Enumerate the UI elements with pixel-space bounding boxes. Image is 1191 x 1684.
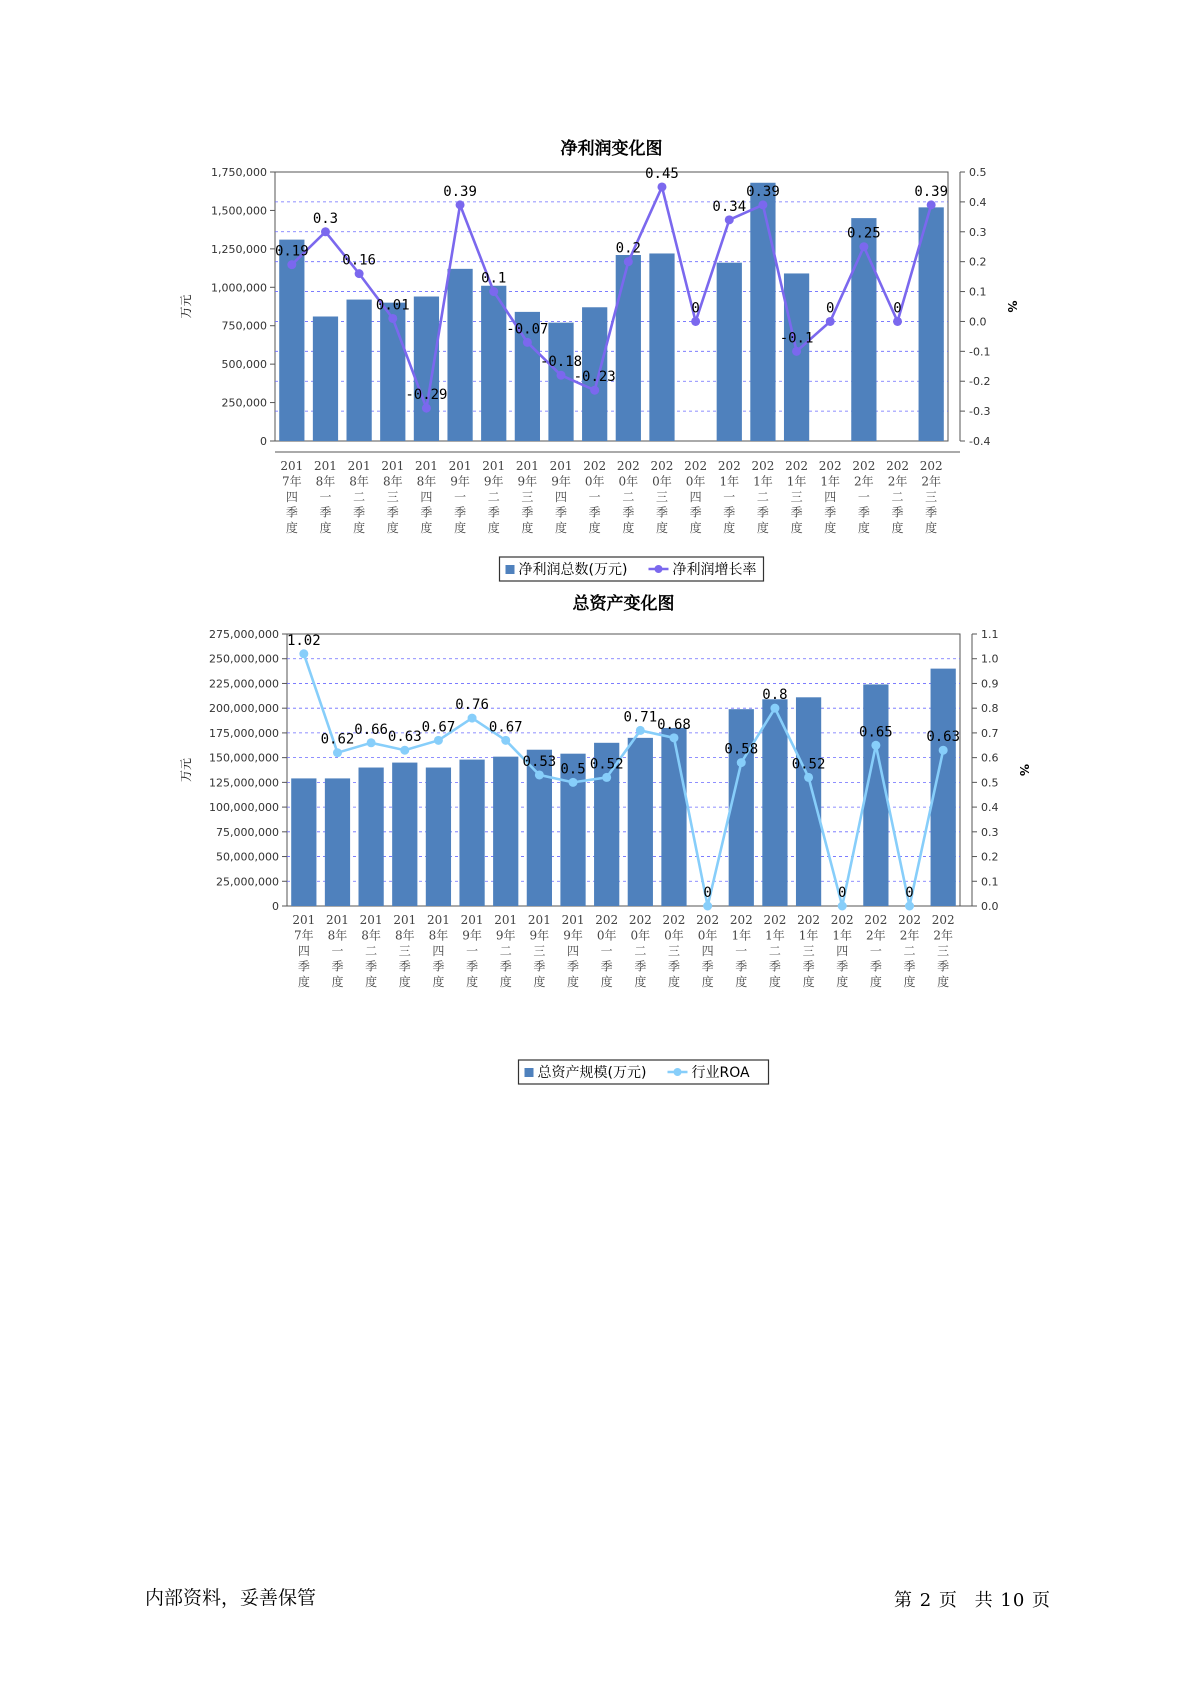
x-tick-label: 201 7年四季度 (280, 459, 304, 535)
x-tick-label: 202 1年二季度 (763, 913, 787, 989)
x-tick-label: 202 0年四季度 (684, 459, 708, 535)
legend (500, 557, 764, 581)
bar (750, 183, 775, 441)
data-label: 1.02 (286, 632, 321, 649)
y-tick-label: 250,000 (221, 396, 267, 410)
data-label: 0 (893, 300, 902, 317)
x-tick-label: 201 8年二季度 (359, 913, 383, 989)
line-point (669, 733, 678, 742)
bar (392, 763, 417, 906)
line-point (691, 317, 700, 326)
y-tick-label: 25,000,000 (216, 875, 279, 889)
bar (313, 316, 338, 441)
x-tick-label: 201 8年一季度 (326, 913, 349, 989)
y-tick-label: 275,000,000 (209, 628, 279, 641)
data-label: 0.1 (481, 270, 507, 287)
data-label: 0.45 (645, 165, 679, 182)
x-tick-label: 202 0年三季度 (662, 913, 686, 989)
data-label: 0.3 (312, 210, 339, 227)
y2-tick-label: 0.8 (981, 702, 999, 716)
x-tick-label: 202 0年一季度 (583, 459, 607, 535)
legend-label-line: 行业ROA (691, 1065, 750, 1081)
y2-tick-label: 0.3 (969, 225, 987, 239)
data-label: 0.16 (342, 252, 376, 269)
data-label: 0.68 (657, 716, 691, 733)
bar (347, 300, 372, 441)
line-point (400, 746, 409, 755)
legend-swatch-bar (506, 565, 515, 574)
confidential-note: 内部资料，妥善保管 (145, 1587, 317, 1609)
y2-tick-label: 0.2 (981, 850, 999, 864)
data-label: 0 (838, 885, 847, 901)
bar (616, 255, 641, 441)
line-point (456, 200, 465, 209)
x-tick-label: 201 7年四季度 (292, 913, 316, 989)
data-label: 0.76 (455, 697, 489, 714)
line-point (657, 182, 666, 191)
bar (414, 297, 439, 441)
x-tick-label: 202 0年四季度 (696, 913, 720, 989)
y-tick-label: 0 (260, 435, 267, 448)
line-point (703, 902, 712, 911)
bar (493, 757, 518, 906)
line-point (927, 200, 936, 209)
x-tick-label: 202 1年一季度 (717, 459, 741, 535)
line-point (468, 714, 477, 723)
y2-tick-label: 0.4 (981, 801, 999, 815)
bar (426, 768, 451, 906)
data-label: 0.34 (712, 198, 747, 215)
data-label: 0.19 (274, 243, 309, 260)
y-tick-label: 100,000,000 (209, 801, 279, 815)
line-point (489, 287, 498, 296)
x-tick-label: 201 9年三季度 (515, 459, 539, 535)
bar (291, 778, 316, 906)
bar (548, 323, 573, 441)
y-tick-label: 500,000 (221, 358, 267, 372)
data-label: 0.62 (320, 731, 355, 748)
x-tick-label: 202 1年三季度 (797, 913, 821, 989)
data-label: 0.39 (443, 183, 477, 200)
page-number: 第 2 页 (894, 1590, 958, 1611)
x-tick-label: 202 2年二季度 (898, 913, 921, 989)
line-point (636, 726, 645, 735)
line-point (367, 738, 376, 747)
line-point (535, 770, 544, 779)
x-tick-label: 202 2年一季度 (864, 913, 888, 989)
total-assets-chart (0, 594, 1191, 1100)
line-point (388, 314, 397, 323)
legend-swatch-point (655, 565, 663, 573)
total-assets-chart-svg (0, 594, 1191, 1100)
legend-swatch-point (674, 1068, 682, 1076)
y-tick-label: 150,000,000 (209, 751, 279, 765)
line-point (501, 736, 510, 745)
bar (762, 699, 787, 906)
data-label: -0.1 (779, 330, 814, 347)
line-point (523, 338, 532, 347)
data-label: -0.07 (506, 321, 549, 338)
legend-swatch-bar (525, 1068, 534, 1077)
data-label: 0.39 (914, 183, 949, 200)
y2-tick-label: 0.1 (981, 875, 999, 889)
x-tick-label: 201 9年四季度 (561, 913, 585, 989)
x-tick-label: 201 8年三季度 (393, 913, 417, 989)
data-label: -0.29 (405, 387, 448, 404)
y2-axis-label: % (1005, 300, 1019, 313)
data-label: 0.67 (488, 719, 523, 736)
y2-tick-label: -0.2 (969, 375, 991, 389)
y-tick-label: 0 (272, 900, 279, 913)
data-label: 0.39 (746, 183, 780, 200)
y2-tick-label: 1.1 (981, 628, 999, 641)
line-point (422, 404, 431, 413)
page-indicator (884, 1586, 1051, 1612)
y2-tick-label: 0.3 (981, 825, 999, 839)
bar (279, 240, 304, 441)
x-tick-label: 202 1年四季度 (830, 913, 854, 989)
x-tick-label: 201 9年四季度 (549, 459, 573, 535)
y-tick-label: 225,000,000 (209, 677, 279, 691)
y-tick-label: 1,750,000 (211, 166, 267, 179)
data-label: 0.25 (847, 225, 881, 242)
y-tick-label: 175,000,000 (209, 726, 279, 740)
x-tick-label: 201 9年三季度 (527, 913, 551, 989)
line-point (624, 257, 633, 266)
data-label: 0.71 (623, 709, 658, 726)
x-tick-label: 202 0年二季度 (616, 459, 640, 535)
line-point (939, 746, 948, 755)
y2-tick-label: 0.2 (969, 255, 987, 269)
bar (359, 768, 384, 906)
data-label: 0 (703, 885, 712, 901)
y2-axis-label: % (1017, 763, 1031, 777)
y-tick-label: 750,000 (221, 319, 267, 333)
data-label: 0 (905, 885, 914, 901)
x-tick-label: 201 8年三季度 (381, 459, 405, 535)
bar (717, 263, 742, 441)
y2-tick-label: 0.6 (981, 751, 999, 765)
line-point (770, 704, 779, 713)
y-axis-label: 万元 (179, 757, 193, 783)
line-point (725, 215, 734, 224)
line-point (569, 778, 578, 787)
bar (661, 728, 686, 906)
chart-title: 总资产变化图 (572, 594, 675, 614)
y2-tick-label: 0.1 (969, 285, 987, 299)
x-tick-label: 201 8年二季度 (347, 459, 371, 535)
x-tick-label: 202 0年三季度 (650, 459, 674, 535)
line-point (838, 902, 847, 911)
y2-tick-label: 1.0 (981, 652, 999, 666)
data-label: 0.01 (375, 297, 410, 314)
x-tick-label: 201 9年二季度 (494, 913, 518, 989)
data-label: 0.5 (560, 761, 586, 778)
x-tick-label: 201 9年二季度 (482, 459, 506, 535)
line-point (826, 317, 835, 326)
line-point (299, 649, 308, 658)
line-point (355, 269, 364, 278)
legend (519, 1060, 769, 1084)
y2-tick-label: 0.4 (969, 195, 987, 209)
data-label: 0.52 (589, 756, 624, 773)
line-point (287, 260, 296, 269)
bar (919, 207, 944, 441)
line-point (590, 386, 599, 395)
x-tick-label: 202 1年四季度 (818, 459, 842, 535)
legend-label-line: 净利润增长率 (672, 562, 757, 578)
net-profit-chart-svg (0, 130, 1191, 600)
y-tick-label: 50,000,000 (216, 850, 279, 864)
x-tick-label: 202 1年三季度 (785, 459, 809, 535)
line-point (737, 758, 746, 767)
bar (784, 273, 809, 441)
y2-tick-label: 0.0 (981, 900, 999, 913)
bar (796, 697, 821, 906)
bar (380, 303, 405, 441)
data-label: 0.58 (724, 741, 759, 758)
legend-label-bar: 总资产规模(万元) (537, 1065, 647, 1081)
data-label: 0.8 (762, 687, 788, 704)
line-point (792, 347, 801, 356)
data-label: 0.2 (615, 240, 641, 257)
net-profit-chart (0, 130, 1191, 600)
data-label: 0 (691, 300, 700, 317)
y-axis-label: 万元 (179, 294, 193, 319)
data-label: -0.18 (539, 354, 583, 371)
x-tick-label: 202 0年一季度 (595, 913, 619, 989)
line-point (905, 902, 914, 911)
y2-tick-label: -0.4 (969, 435, 991, 448)
x-tick-label: 202 1年一季度 (729, 913, 753, 989)
x-tick-label: 202 0年二季度 (628, 913, 652, 989)
line-point (557, 371, 566, 380)
y2-tick-label: 0.5 (981, 776, 999, 790)
bar (729, 709, 754, 906)
y-tick-label: 250,000,000 (209, 652, 279, 666)
y2-tick-label: 0.0 (969, 315, 987, 329)
x-tick-label: 201 9年一季度 (448, 459, 472, 535)
line-point (758, 200, 767, 209)
y-tick-label: 1,000,000 (211, 281, 267, 295)
line-point (804, 773, 813, 782)
y2-tick-label: 0.9 (981, 677, 999, 691)
legend-label-bar: 净利润总数(万元) (518, 562, 628, 578)
y-tick-label: 1,250,000 (211, 242, 267, 256)
x-tick-label: 201 8年四季度 (414, 459, 438, 535)
page-total: 共 10 页 (974, 1590, 1051, 1611)
x-tick-label: 202 2年二季度 (886, 459, 909, 535)
bar (628, 738, 653, 906)
x-tick-label: 202 2年三季度 (931, 913, 955, 989)
line-point (602, 773, 611, 782)
y2-tick-label: -0.3 (969, 405, 991, 419)
data-label: 0.63 (387, 729, 422, 746)
bar (447, 269, 472, 441)
bar (481, 286, 506, 441)
data-label: 0.67 (421, 719, 456, 736)
data-label: -0.23 (573, 369, 616, 386)
data-label: 0 (826, 300, 835, 317)
bar (649, 253, 674, 441)
y-tick-label: 75,000,000 (216, 825, 279, 839)
x-tick-label: 201 8年一季度 (314, 459, 337, 535)
line-point (321, 227, 330, 236)
data-label: 0.65 (859, 724, 893, 741)
bar (863, 684, 888, 906)
y-tick-label: 200,000,000 (209, 702, 279, 716)
y2-tick-label: 0.7 (981, 726, 999, 740)
y2-tick-label: -0.1 (969, 345, 991, 359)
data-label: 0.66 (354, 721, 388, 738)
x-tick-label: 201 8年四季度 (426, 913, 450, 989)
y-tick-label: 1,500,000 (211, 204, 267, 218)
data-label: 0.63 (926, 729, 961, 746)
bar (851, 218, 876, 441)
x-tick-label: 202 1年二季度 (751, 459, 775, 535)
line-point (434, 736, 443, 745)
y2-tick-label: 0.5 (969, 166, 987, 179)
data-label: 0.53 (522, 753, 557, 770)
bar (325, 778, 350, 906)
chart-title: 净利润变化图 (560, 139, 663, 159)
line-point (893, 317, 902, 326)
data-label: 0.52 (791, 756, 826, 773)
line-point (871, 741, 880, 750)
line-point (859, 242, 868, 251)
x-tick-label: 202 2年一季度 (852, 459, 876, 535)
x-tick-label: 202 2年三季度 (919, 459, 943, 535)
y-tick-label: 125,000,000 (209, 776, 279, 790)
bar (459, 760, 484, 906)
x-tick-label: 201 9年一季度 (460, 913, 484, 989)
line-point (333, 748, 342, 757)
